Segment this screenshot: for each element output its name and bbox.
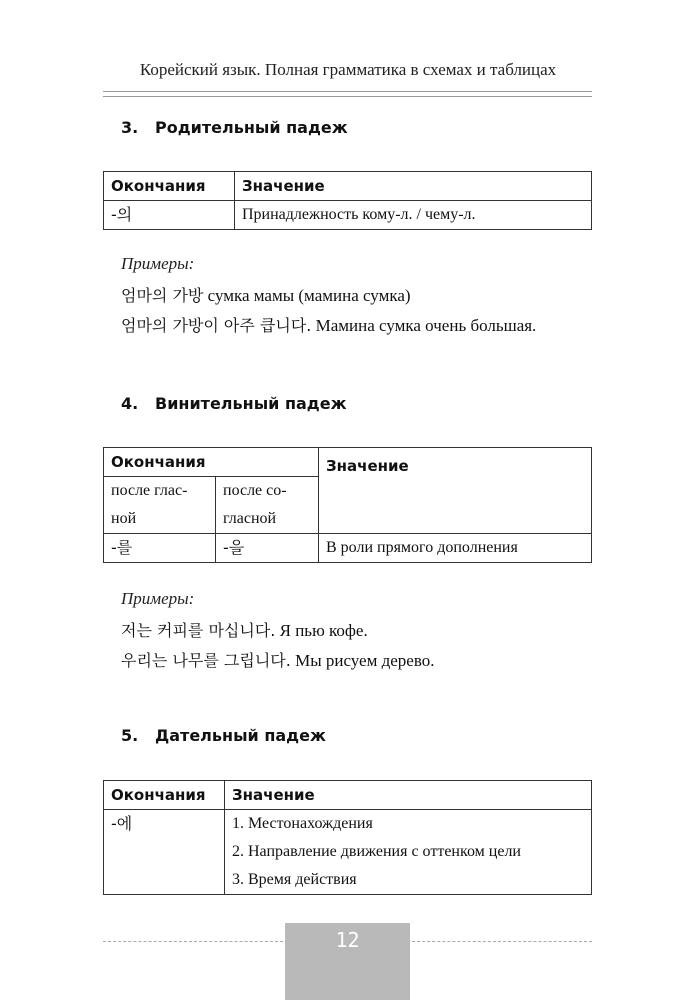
meaning-cell: В роли прямого дополнения: [319, 534, 592, 563]
example-line: [121, 313, 536, 336]
dative-table: [103, 780, 592, 895]
meaning-item: 1. Местонахождения: [232, 815, 373, 832]
accusative-table: [103, 447, 592, 563]
subheader-text: после со-: [223, 482, 287, 499]
section-title-genitive: [121, 118, 348, 137]
header-rule: [103, 96, 592, 97]
subheader-text: после глас-: [111, 482, 188, 499]
example-translation: сумка мамы (мамина сумка): [207, 286, 411, 305]
col-header-endings: Окончания: [104, 172, 235, 201]
section-title-text: Родительный падеж: [155, 118, 348, 137]
table-row: [104, 810, 592, 895]
section-title-dative: [121, 726, 326, 745]
table-header-row: [104, 172, 592, 201]
example-korean: 엄마의 가방이 아주 큽니다.: [121, 316, 312, 335]
table-header-row: [104, 448, 592, 477]
meaning-item: 3. Время действия: [232, 871, 357, 888]
footer-dashed-rule: [103, 941, 283, 942]
subheader-after-consonant: [216, 477, 319, 534]
col-header-meaning: Значение: [319, 448, 592, 534]
col-header-endings: Окончания: [104, 781, 225, 810]
subheader-after-vowel: [104, 477, 216, 534]
example-korean: 저는 커피를 마십니다.: [121, 621, 276, 640]
ending-cell: -를: [104, 534, 216, 563]
col-header-endings: Окончания: [104, 448, 319, 477]
example-translation: Я пью кофе.: [279, 621, 368, 640]
examples-label: Примеры:: [121, 589, 195, 608]
col-header-meaning: Значение: [235, 172, 592, 201]
section-number: 5.: [121, 726, 139, 745]
example-line: [121, 618, 368, 641]
table-row: [104, 534, 592, 563]
subheader-text: гласной: [223, 510, 277, 527]
ending-cell: -을: [216, 534, 319, 563]
header-rule: [103, 91, 592, 92]
example-korean: 엄마의 가방: [121, 286, 204, 305]
ending-cell: -의: [104, 201, 235, 230]
col-header-meaning: Значение: [225, 781, 592, 810]
meaning-cell: Принадлежность кому-л. / чему-л.: [235, 201, 592, 230]
example-line: [121, 648, 435, 671]
section-number: 3.: [121, 118, 139, 137]
section-title-accusative: [121, 394, 346, 413]
section-title-text: Винительный падеж: [155, 394, 347, 413]
footer-dashed-rule: [412, 941, 592, 942]
examples-label: Примеры:: [121, 254, 195, 273]
table-row: [104, 201, 592, 230]
example-line: [121, 283, 411, 306]
meaning-cell: [225, 810, 592, 895]
running-header: Корейский язык. Полная грамматика в схемах и таблицах: [139, 60, 557, 79]
table-header-row: [104, 781, 592, 810]
section-title-text: Дательный падеж: [155, 726, 326, 745]
example-translation: Мы рисуем дерево.: [295, 651, 435, 670]
example-korean: 우리는 나무를 그립니다.: [121, 651, 291, 670]
genitive-table: [103, 171, 592, 230]
example-translation: Мамина сумка очень большая.: [315, 316, 537, 335]
meaning-item: 2. Направление движения с оттенком цели: [232, 843, 521, 860]
page-number: 12: [335, 928, 360, 952]
ending-cell: -에: [104, 810, 225, 895]
subheader-text: ной: [111, 510, 137, 527]
section-number: 4.: [121, 394, 139, 413]
